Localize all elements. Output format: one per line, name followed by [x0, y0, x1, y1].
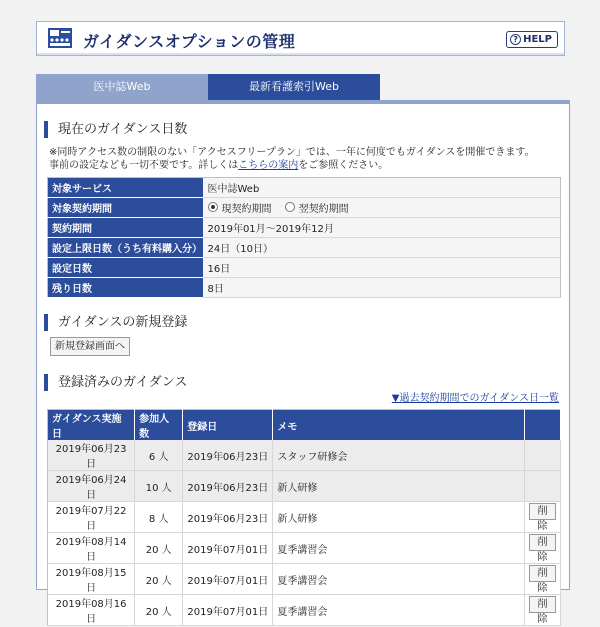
current-days-table — [47, 177, 561, 298]
help-button[interactable] — [506, 31, 558, 48]
row-memo: 夏季講習会 — [273, 564, 524, 595]
row-memo: 新人研修 — [273, 502, 524, 533]
info-row — [48, 198, 561, 218]
new-registration-heading: ガイダンスの新規登録 — [44, 314, 187, 331]
set-days-value: 16日 — [203, 258, 561, 278]
col-memo-header: メモ — [273, 410, 524, 441]
current-days-heading: 現在のガイダンス日数 — [44, 121, 187, 138]
note-text-pre: 事前の設定なども一切不要です。詳しくは — [49, 160, 239, 171]
tab-ichushi-web[interactable]: 医中誌Web — [36, 74, 208, 100]
col-date-header: ガイダンス実施日 — [48, 410, 135, 441]
row-action — [524, 471, 560, 502]
row-people: 6 人 — [135, 440, 183, 471]
period-label: 対象契約期間 — [48, 198, 203, 218]
row-people: 8 人 — [135, 502, 183, 533]
service-tabs — [36, 74, 380, 100]
row-registered: 2019年07月01日 — [183, 564, 273, 595]
note-line-1: ※同時アクセス数の制限のない「アクセスフリープラン」では、一年に何度でもガイダンスを開催できます。 — [49, 147, 535, 158]
radio-current-period[interactable] — [208, 200, 272, 215]
service-label: 対象サービス — [48, 178, 203, 198]
radio-current-label: 現契約期間 — [221, 203, 272, 215]
radio-unselected-icon — [285, 202, 295, 212]
guidance-logo-icon — [47, 27, 73, 49]
page-title: ガイダンスオプションの管理 — [83, 32, 296, 51]
info-row — [48, 218, 561, 238]
row-action — [524, 564, 560, 595]
page-header — [36, 21, 565, 56]
tab-kango-sakuin-web[interactable]: 最新看護索引Web — [208, 74, 380, 100]
table-row — [48, 533, 561, 564]
delete-button[interactable]: 削除 — [529, 534, 556, 551]
row-action — [524, 533, 560, 564]
new-registration-button[interactable]: 新規登録画面へ — [50, 337, 130, 356]
registered-guidance-table — [47, 409, 561, 626]
delete-button[interactable]: 削除 — [529, 596, 556, 613]
row-memo: 夏季講習会 — [273, 595, 524, 626]
row-date: 2019年07月22日 — [48, 502, 135, 533]
row-registered: 2019年06月23日 — [183, 502, 273, 533]
row-registered: 2019年07月01日 — [183, 595, 273, 626]
table-row — [48, 440, 561, 471]
row-memo: 新人研修 — [273, 471, 524, 502]
limit-label: 設定上限日数（うち有料購入分） — [48, 238, 203, 258]
row-memo: スタッフ研修会 — [273, 440, 524, 471]
col-people-header: 参加人数 — [135, 410, 183, 441]
service-value: 医中誌Web — [203, 178, 561, 198]
col-action-header — [524, 410, 560, 441]
row-date: 2019年06月23日 — [48, 440, 135, 471]
radio-selected-icon — [208, 202, 218, 212]
info-row — [48, 278, 561, 298]
limit-value: 24日（10日） — [203, 238, 561, 258]
row-registered: 2019年07月01日 — [183, 533, 273, 564]
col-registered-header: 登録日 — [183, 410, 273, 441]
contract-label: 契約期間 — [48, 218, 203, 238]
radio-next-period[interactable] — [285, 200, 349, 215]
period-radios — [203, 198, 561, 218]
registered-guidance-heading: 登録済みのガイダンス — [44, 374, 187, 391]
row-action — [524, 440, 560, 471]
table-row — [48, 502, 561, 533]
row-date: 2019年08月16日 — [48, 595, 135, 626]
guide-link[interactable]: こちらの案内 — [238, 160, 299, 171]
info-row — [48, 238, 561, 258]
row-action — [524, 502, 560, 533]
row-registered: 2019年06月23日 — [183, 471, 273, 502]
question-icon: ? — [510, 34, 521, 45]
row-date: 2019年08月15日 — [48, 564, 135, 595]
row-people: 10 人 — [135, 471, 183, 502]
info-row — [48, 178, 561, 198]
table-row — [48, 471, 561, 502]
table-row — [48, 595, 561, 626]
row-people: 20 人 — [135, 595, 183, 626]
remain-days-label: 残り日数 — [48, 278, 203, 298]
info-row — [48, 258, 561, 278]
row-registered: 2019年06月23日 — [183, 440, 273, 471]
past-period-list-link[interactable]: ▼過去契約期間でのガイダンス日一覧 — [391, 393, 559, 404]
set-days-label: 設定日数 — [48, 258, 203, 278]
main-panel — [36, 100, 570, 625]
table-header-row — [48, 410, 561, 441]
table-row — [48, 564, 561, 595]
help-label: HELP — [523, 34, 552, 45]
contract-value: 2019年01月～2019年12月 — [203, 218, 561, 238]
delete-button[interactable]: 削除 — [529, 565, 556, 582]
delete-button[interactable]: 削除 — [529, 503, 556, 520]
note-line-2 — [49, 159, 388, 172]
row-action — [524, 595, 560, 626]
row-memo: 夏季講習会 — [273, 533, 524, 564]
row-people: 20 人 — [135, 564, 183, 595]
row-date: 2019年06月24日 — [48, 471, 135, 502]
remain-days-value: 8日 — [203, 278, 561, 298]
row-date: 2019年08月14日 — [48, 533, 135, 564]
radio-next-label: 翌契約期間 — [298, 203, 349, 215]
note-text-post: をご参照ください。 — [298, 160, 389, 171]
row-people: 20 人 — [135, 533, 183, 564]
